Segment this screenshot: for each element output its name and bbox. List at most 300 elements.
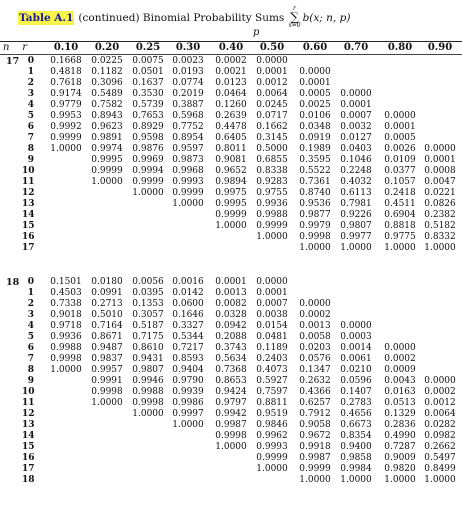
probability-cell: 0.0123 xyxy=(215,78,247,88)
probability-cell: 0.9058 xyxy=(299,420,331,430)
probability-cell: 1.0000 xyxy=(256,464,288,474)
probability-cell: 0.0082 xyxy=(215,299,247,309)
probability-cell: 0.4478 xyxy=(215,122,247,132)
r-value: 2 xyxy=(27,299,34,309)
probability-cell: 0.3595 xyxy=(299,155,331,165)
probability-cell: 0.0000 xyxy=(299,299,331,309)
table-row xyxy=(0,133,462,144)
probability-cell: 0.9283 xyxy=(256,177,288,187)
probability-cell: 0.5182 xyxy=(424,221,456,231)
probability-cell: 0.0002 xyxy=(299,310,331,320)
probability-cell: 0.0501 xyxy=(132,67,164,77)
probability-cell: 0.9939 xyxy=(172,387,204,397)
r-value: 12 xyxy=(22,188,35,198)
n-value: 18 xyxy=(6,277,20,288)
r-value: 10 xyxy=(22,387,35,397)
probability-cell: 0.0774 xyxy=(172,78,204,88)
probability-cell: 0.0026 xyxy=(384,144,416,154)
probability-cell: 0.2418 xyxy=(384,188,416,198)
sigma-icon: ∑ xyxy=(290,10,299,24)
probability-cell: 0.9873 xyxy=(172,155,204,165)
probability-cell: 0.6673 xyxy=(340,420,372,430)
table-row xyxy=(0,199,462,210)
probability-cell: 0.7981 xyxy=(340,199,372,209)
probability-cell: 0.9999 xyxy=(299,464,331,474)
probability-cell: 0.5489 xyxy=(91,89,123,99)
probability-cell: 0.0005 xyxy=(384,133,416,143)
probability-cell: 0.9598 xyxy=(132,133,164,143)
probability-cell: 0.1260 xyxy=(215,100,247,110)
probability-cell: 0.7582 xyxy=(91,100,123,110)
probability-cell: 0.0043 xyxy=(384,376,416,386)
probability-cell: 0.0600 xyxy=(172,299,204,309)
probability-cell: 0.2632 xyxy=(299,376,331,386)
table-row xyxy=(0,56,462,67)
probability-cell: 0.0008 xyxy=(424,166,456,176)
probability-cell: 0.8011 xyxy=(215,144,247,154)
probability-cell: 0.0000 xyxy=(384,111,416,121)
probability-cell: 0.0001 xyxy=(424,155,456,165)
r-value: 11 xyxy=(22,177,35,187)
probability-cell: 0.8929 xyxy=(132,122,164,132)
probability-cell: 0.6405 xyxy=(215,133,247,143)
probability-cell: 0.8954 xyxy=(172,133,204,143)
probability-cell: 0.5344 xyxy=(172,332,204,342)
probability-cell: 0.0002 xyxy=(384,354,416,364)
r-value: 8 xyxy=(27,365,34,375)
probability-cell: 0.8354 xyxy=(340,431,372,441)
probability-cell: 0.0009 xyxy=(384,365,416,375)
r-value: 7 xyxy=(27,354,34,364)
column-header-p: 0.50 xyxy=(259,42,285,53)
probability-cell: 0.9876 xyxy=(132,144,164,154)
r-value: 16 xyxy=(22,453,35,463)
probability-cell: 0.2713 xyxy=(91,299,123,309)
probability-cell: 0.9894 xyxy=(215,177,247,187)
probability-cell: 0.0058 xyxy=(299,332,331,342)
probability-cell: 0.5634 xyxy=(215,354,247,364)
probability-cell: 0.1182 xyxy=(91,67,123,77)
sum-upper-limit: r xyxy=(293,5,296,12)
probability-cell: 0.0000 xyxy=(384,343,416,353)
probability-cell: 0.9986 xyxy=(172,398,204,408)
probability-cell: 1.0000 xyxy=(91,398,123,408)
n-value: 17 xyxy=(6,56,20,67)
table-row xyxy=(0,232,462,243)
probability-cell: 0.9936 xyxy=(50,332,82,342)
probability-cell: 1.0000 xyxy=(424,475,456,485)
probability-cell: 1.0000 xyxy=(132,409,164,419)
probability-cell: 1.0000 xyxy=(424,243,456,253)
probability-cell: 0.0047 xyxy=(424,177,456,187)
summation-symbol xyxy=(288,6,300,29)
probability-cell: 0.9974 xyxy=(91,144,123,154)
probability-cell: 0.0013 xyxy=(215,288,247,298)
r-value: 10 xyxy=(22,166,35,176)
probability-cell: 0.0576 xyxy=(299,354,331,364)
probability-cell: 0.0005 xyxy=(299,89,331,99)
probability-cell: 0.9623 xyxy=(91,122,123,132)
table-row xyxy=(0,221,462,232)
probability-cell: 0.9807 xyxy=(132,365,164,375)
probability-cell: 0.9858 xyxy=(340,453,372,463)
probability-cell: 0.9652 xyxy=(215,166,247,176)
table-row xyxy=(0,332,462,343)
probability-cell: 0.0245 xyxy=(256,100,288,110)
table-row xyxy=(0,243,462,254)
probability-cell: 0.0056 xyxy=(132,277,164,287)
probability-cell: 0.4073 xyxy=(256,365,288,375)
probability-cell: 0.9988 xyxy=(50,343,82,353)
probability-cell: 0.7338 xyxy=(50,299,82,309)
probability-cell: 0.7653 xyxy=(132,111,164,121)
probability-cell: 0.0001 xyxy=(340,100,372,110)
probability-cell: 0.5739 xyxy=(132,100,164,110)
table-row xyxy=(0,299,462,310)
probability-cell: 0.1347 xyxy=(299,365,331,375)
r-value: 4 xyxy=(27,321,34,331)
probability-cell: 0.8811 xyxy=(256,398,288,408)
probability-cell: 0.8332 xyxy=(424,232,456,242)
probability-cell: 0.8653 xyxy=(215,376,247,386)
table-label: Table A.1 xyxy=(19,11,74,24)
probability-cell: 1.0000 xyxy=(340,475,372,485)
probability-cell: 0.4656 xyxy=(340,409,372,419)
probability-cell: 0.1668 xyxy=(50,56,82,66)
r-value: 3 xyxy=(27,89,34,99)
table-row xyxy=(0,277,462,288)
probability-cell: 0.0513 xyxy=(384,398,416,408)
table-row xyxy=(0,343,462,354)
probability-cell: 0.9998 xyxy=(50,354,82,364)
table-row xyxy=(0,310,462,321)
probability-cell: 0.0481 xyxy=(256,332,288,342)
probability-cell: 0.1407 xyxy=(340,387,372,397)
probability-cell: 0.0001 xyxy=(256,67,288,77)
probability-cell: 0.5010 xyxy=(91,310,123,320)
probability-cell: 0.0000 xyxy=(424,144,456,154)
probability-cell: 0.9807 xyxy=(340,221,372,231)
probability-cell: 1.0000 xyxy=(384,475,416,485)
probability-cell: 0.0012 xyxy=(256,78,288,88)
probability-cell: 0.7217 xyxy=(172,343,204,353)
probability-cell: 0.9998 xyxy=(215,431,247,441)
probability-cell: 0.5522 xyxy=(299,166,331,176)
probability-cell: 0.9992 xyxy=(50,122,82,132)
probability-cell: 0.9918 xyxy=(299,442,331,452)
probability-cell: 0.0717 xyxy=(256,111,288,121)
probability-cell: 0.0002 xyxy=(424,387,456,397)
probability-cell: 0.0225 xyxy=(91,56,123,66)
header-r: r xyxy=(22,42,27,53)
probability-cell: 0.0282 xyxy=(424,420,456,430)
table-row xyxy=(0,376,462,387)
probability-cell: 0.1046 xyxy=(340,155,372,165)
probability-cell: 0.9226 xyxy=(340,210,372,220)
probability-cell: 0.1501 xyxy=(50,277,82,287)
r-value: 11 xyxy=(22,398,35,408)
probability-cell: 0.7287 xyxy=(384,442,416,452)
probability-cell: 0.9993 xyxy=(172,177,204,187)
table-row xyxy=(0,409,462,420)
probability-cell: 0.9536 xyxy=(299,199,331,209)
probability-cell: 0.4511 xyxy=(384,199,416,209)
probability-cell: 0.7164 xyxy=(91,321,123,331)
probability-cell: 0.8740 xyxy=(299,188,331,198)
r-value: 6 xyxy=(27,122,34,132)
r-value: 0 xyxy=(27,277,34,287)
probability-cell: 0.9993 xyxy=(256,442,288,452)
probability-cell: 0.2382 xyxy=(424,210,456,220)
probability-cell: 0.5000 xyxy=(256,144,288,154)
probability-cell: 0.7752 xyxy=(172,122,204,132)
r-value: 15 xyxy=(22,221,35,231)
probability-cell: 1.0000 xyxy=(172,420,204,430)
probability-cell: 0.8943 xyxy=(91,111,123,121)
table-row xyxy=(0,442,462,453)
r-value: 17 xyxy=(22,464,35,474)
probability-cell: 1.0000 xyxy=(132,188,164,198)
probability-cell: 0.1662 xyxy=(256,122,288,132)
table-row xyxy=(0,122,462,133)
r-value: 5 xyxy=(27,111,34,121)
probability-cell: 1.0000 xyxy=(91,177,123,187)
table-row xyxy=(0,354,462,365)
probability-cell: 0.3145 xyxy=(256,133,288,143)
probability-cell: 0.9174 xyxy=(50,89,82,99)
table-row xyxy=(0,365,462,376)
probability-cell: 0.0064 xyxy=(424,409,456,419)
probability-cell: 0.9998 xyxy=(299,232,331,242)
probability-cell: 0.8671 xyxy=(91,332,123,342)
probability-cell: 0.0007 xyxy=(340,111,372,121)
probability-cell: 0.9942 xyxy=(215,409,247,419)
probability-cell: 0.9018 xyxy=(50,310,82,320)
probability-cell: 0.9969 xyxy=(132,155,164,165)
probability-cell: 0.9755 xyxy=(256,188,288,198)
probability-cell: 0.0000 xyxy=(340,89,372,99)
probability-cell: 0.9998 xyxy=(91,387,123,397)
probability-cell: 0.9790 xyxy=(172,376,204,386)
probability-cell: 0.9962 xyxy=(256,431,288,441)
probability-cell: 0.9936 xyxy=(256,199,288,209)
probability-cell: 0.6257 xyxy=(299,398,331,408)
probability-cell: 0.9891 xyxy=(91,133,123,143)
probability-cell: 0.0032 xyxy=(340,122,372,132)
probability-cell: 0.0000 xyxy=(340,321,372,331)
probability-cell: 0.0109 xyxy=(384,155,416,165)
probability-cell: 0.0991 xyxy=(91,288,123,298)
summand: b(x; n, p) xyxy=(302,11,351,24)
probability-cell: 0.0012 xyxy=(424,398,456,408)
probability-cell: 1.0000 xyxy=(340,243,372,253)
probability-cell: 0.9999 xyxy=(91,166,123,176)
probability-cell: 0.0210 xyxy=(340,365,372,375)
r-value: 9 xyxy=(27,376,34,386)
probability-cell: 0.0000 xyxy=(256,56,288,66)
table-row xyxy=(0,398,462,409)
probability-cell: 0.7597 xyxy=(256,387,288,397)
probability-cell: 0.9998 xyxy=(132,398,164,408)
r-value: 17 xyxy=(22,243,35,253)
probability-cell: 0.2783 xyxy=(340,398,372,408)
table-row xyxy=(0,475,462,486)
table-row xyxy=(0,67,462,78)
probability-cell: 0.7912 xyxy=(299,409,331,419)
probability-cell: 0.2088 xyxy=(215,332,247,342)
probability-cell: 0.0154 xyxy=(256,321,288,331)
probability-cell: 0.1646 xyxy=(172,310,204,320)
probability-cell: 0.4818 xyxy=(50,67,82,77)
table-row xyxy=(0,155,462,166)
probability-cell: 0.1057 xyxy=(384,177,416,187)
r-value: 16 xyxy=(22,232,35,242)
r-value: 14 xyxy=(22,210,35,220)
probability-cell: 0.9404 xyxy=(172,365,204,375)
probability-cell: 0.9991 xyxy=(91,376,123,386)
r-value: 0 xyxy=(27,56,34,66)
probability-cell: 1.0000 xyxy=(50,144,82,154)
probability-cell: 0.1189 xyxy=(256,343,288,353)
probability-cell: 0.0023 xyxy=(172,56,204,66)
probability-cell: 0.0001 xyxy=(384,122,416,132)
probability-cell: 0.0001 xyxy=(256,288,288,298)
probability-cell: 0.0000 xyxy=(299,67,331,77)
probability-cell: 0.9779 xyxy=(50,100,82,110)
probability-cell: 0.0826 xyxy=(424,199,456,209)
probability-cell: 0.9977 xyxy=(340,232,372,242)
probability-cell: 0.5187 xyxy=(132,321,164,331)
r-value: 1 xyxy=(27,67,34,77)
probability-cell: 1.0000 xyxy=(215,221,247,231)
probability-cell: 0.9957 xyxy=(91,365,123,375)
probability-cell: 0.9999 xyxy=(256,221,288,231)
probability-cell: 0.4503 xyxy=(50,288,82,298)
r-value: 2 xyxy=(27,78,34,88)
r-value: 7 xyxy=(27,133,34,143)
probability-cell: 0.9979 xyxy=(299,221,331,231)
probability-cell: 0.9995 xyxy=(91,155,123,165)
probability-cell: 0.0000 xyxy=(424,376,456,386)
probability-cell: 0.0464 xyxy=(215,89,247,99)
probability-cell: 0.0106 xyxy=(299,111,331,121)
column-header-p: 0.10 xyxy=(53,42,79,53)
probability-cell: 0.9999 xyxy=(256,453,288,463)
probability-cell: 0.0021 xyxy=(215,67,247,77)
probability-cell: 1.0000 xyxy=(384,243,416,253)
probability-cell: 0.0001 xyxy=(299,78,331,88)
probability-cell: 0.1329 xyxy=(384,409,416,419)
probability-cell: 0.0403 xyxy=(340,144,372,154)
probability-cell: 0.8818 xyxy=(384,221,416,231)
probability-cell: 0.9946 xyxy=(132,376,164,386)
probability-cell: 0.4366 xyxy=(299,387,331,397)
probability-cell: 0.6113 xyxy=(340,188,372,198)
probability-cell: 0.9718 xyxy=(50,321,82,331)
probability-cell: 0.5927 xyxy=(256,376,288,386)
r-value: 1 xyxy=(27,288,34,298)
probability-cell: 0.0142 xyxy=(172,288,204,298)
probability-cell: 0.0221 xyxy=(424,188,456,198)
table-row xyxy=(0,188,462,199)
probability-cell: 0.1637 xyxy=(132,78,164,88)
table-row xyxy=(0,431,462,442)
probability-cell: 0.4032 xyxy=(340,177,372,187)
probability-cell: 0.6855 xyxy=(256,155,288,165)
probability-cell: 0.5497 xyxy=(424,453,456,463)
column-header-p: 0.80 xyxy=(387,42,413,53)
table-row xyxy=(0,210,462,221)
probability-cell: 0.9877 xyxy=(299,210,331,220)
column-header-p: 0.70 xyxy=(343,42,369,53)
probability-cell: 0.0075 xyxy=(132,56,164,66)
probability-cell: 0.9837 xyxy=(91,354,123,364)
probability-cell: 0.0014 xyxy=(340,343,372,353)
probability-cell: 0.0919 xyxy=(299,133,331,143)
probability-cell: 0.1353 xyxy=(132,299,164,309)
r-value: 5 xyxy=(27,332,34,342)
probability-cell: 0.0013 xyxy=(299,321,331,331)
probability-cell: 0.2662 xyxy=(424,442,456,452)
probability-cell: 0.9081 xyxy=(215,155,247,165)
sum-lower-limit: x=0 xyxy=(288,22,301,29)
probability-cell: 1.0000 xyxy=(299,475,331,485)
probability-cell: 0.0163 xyxy=(384,387,416,397)
table-caption-text: (continued) Binomial Probability Sums xyxy=(78,11,285,24)
column-header-p: 0.30 xyxy=(175,42,201,53)
probability-cell: 0.9431 xyxy=(132,354,164,364)
probability-cell: 1.0000 xyxy=(172,199,204,209)
probability-cell: 0.7175 xyxy=(132,332,164,342)
probability-cell: 0.0061 xyxy=(340,354,372,364)
probability-cell: 0.9988 xyxy=(256,210,288,220)
r-value: 3 xyxy=(27,310,34,320)
probability-cell: 0.8338 xyxy=(256,166,288,176)
r-value: 12 xyxy=(22,409,35,419)
probability-cell: 0.9999 xyxy=(215,210,247,220)
probability-cell: 1.0000 xyxy=(256,232,288,242)
column-header-p: 0.90 xyxy=(427,42,453,53)
probability-cell: 0.9987 xyxy=(299,453,331,463)
probability-cell: 0.9987 xyxy=(215,420,247,430)
probability-cell: 0.9988 xyxy=(132,387,164,397)
probability-cell: 0.9672 xyxy=(299,431,331,441)
r-value: 9 xyxy=(27,155,34,165)
probability-cell: 0.1989 xyxy=(299,144,331,154)
probability-cell: 0.9997 xyxy=(172,409,204,419)
probability-cell: 0.0000 xyxy=(256,277,288,287)
probability-cell: 0.0596 xyxy=(340,376,372,386)
probability-cell: 0.0038 xyxy=(256,310,288,320)
table-row xyxy=(0,464,462,475)
probability-cell: 0.7368 xyxy=(215,365,247,375)
probability-cell: 0.2836 xyxy=(384,420,416,430)
probability-cell: 0.0001 xyxy=(215,277,247,287)
probability-cell: 0.2019 xyxy=(172,89,204,99)
probability-cell: 0.0348 xyxy=(299,122,331,132)
r-value: 15 xyxy=(22,442,35,452)
header-bottom-rule xyxy=(0,54,462,55)
r-value: 13 xyxy=(22,420,35,430)
probability-cell: 0.8499 xyxy=(424,464,456,474)
probability-cell: 0.9953 xyxy=(50,111,82,121)
probability-cell: 0.3327 xyxy=(172,321,204,331)
table-row xyxy=(0,111,462,122)
table-caption xyxy=(18,6,350,29)
probability-cell: 0.0127 xyxy=(340,133,372,143)
probability-cell: 0.0180 xyxy=(91,277,123,287)
probability-cell: 0.3743 xyxy=(215,343,247,353)
